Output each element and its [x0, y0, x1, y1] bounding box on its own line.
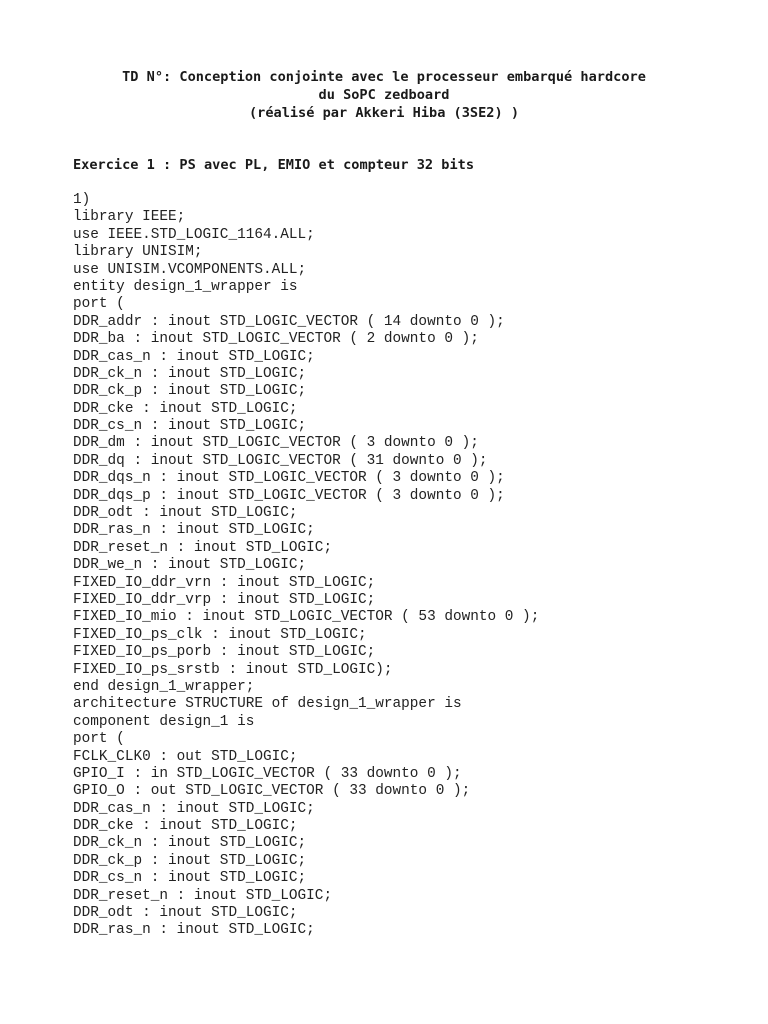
code-line: DDR_ras_n : inout STD_LOGIC;: [73, 922, 315, 939]
code-line: DDR_ck_p : inout STD_LOGIC;: [73, 852, 307, 869]
code-line: DDR_we_n : inout STD_LOGIC;: [73, 557, 307, 574]
code-line: GPIO_O : out STD_LOGIC_VECTOR ( 33 downto 0 );: [73, 783, 471, 800]
code-line: DDR_cs_n : inout STD_LOGIC;: [73, 418, 307, 435]
code-line: DDR_cs_n : inout STD_LOGIC;: [73, 870, 307, 887]
code-line: DDR_cke : inout STD_LOGIC;: [73, 818, 298, 835]
document-title: [60, 68, 708, 122]
code-line: DDR_odt : inout STD_LOGIC;: [73, 505, 298, 522]
code-line: FIXED_IO_ps_clk : inout STD_LOGIC;: [73, 626, 367, 643]
code-line: end design_1_wrapper;: [73, 678, 255, 695]
code-line: architecture STRUCTURE of design_1_wrapper is: [73, 696, 462, 713]
code-line: DDR_odt : inout STD_LOGIC;: [73, 905, 298, 922]
code-line: DDR_dq : inout STD_LOGIC_VECTOR ( 31 downto 0 );: [73, 452, 488, 469]
code-line: DDR_dqs_n : inout STD_LOGIC_VECTOR ( 3 downto 0 );: [73, 470, 505, 487]
code-line: FIXED_IO_mio : inout STD_LOGIC_VECTOR ( 53 downto 0 );: [73, 609, 540, 626]
code-line: DDR_dm : inout STD_LOGIC_VECTOR ( 3 downto 0 );: [73, 435, 479, 452]
code-line: DDR_ck_p : inout STD_LOGIC;: [73, 383, 307, 400]
title-line-3: (réalisé par Akkeri Hiba (3SE2) ): [248, 105, 520, 121]
code-line: DDR_ck_n : inout STD_LOGIC;: [73, 365, 307, 382]
code-line: DDR_addr : inout STD_LOGIC_VECTOR ( 14 downto 0 );: [73, 313, 505, 330]
code-line: port (: [73, 731, 125, 748]
code-line: library IEEE;: [73, 209, 186, 226]
code-line: DDR_cke : inout STD_LOGIC;: [73, 400, 298, 417]
code-line: FIXED_IO_ddr_vrn : inout STD_LOGIC;: [73, 574, 376, 591]
title-line-1: TD N°: Conception conjointe avec le processeur embarqué hardcore: [122, 69, 646, 85]
code-line: DDR_reset_n : inout STD_LOGIC;: [73, 539, 333, 556]
code-line: DDR_dqs_p : inout STD_LOGIC_VECTOR ( 3 downto 0 );: [73, 487, 505, 504]
code-line: DDR_ck_n : inout STD_LOGIC;: [73, 835, 307, 852]
code-line: FIXED_IO_ddr_vrp : inout STD_LOGIC;: [73, 591, 376, 608]
code-line: DDR_ras_n : inout STD_LOGIC;: [73, 522, 315, 539]
code-line: 1): [73, 192, 91, 208]
code-line: FIXED_IO_ps_porb : inout STD_LOGIC;: [73, 644, 376, 661]
code-line: DDR_reset_n : inout STD_LOGIC;: [73, 887, 333, 904]
code-line: FCLK_CLK0 : out STD_LOGIC;: [73, 748, 298, 765]
code-line: use IEEE.STD_LOGIC_1164.ALL;: [73, 226, 315, 243]
code-line: port (: [73, 296, 125, 313]
code-line: DDR_cas_n : inout STD_LOGIC;: [73, 800, 315, 817]
code-line: GPIO_I : in STD_LOGIC_VECTOR ( 33 downto 0 );: [73, 765, 462, 782]
code-line: FIXED_IO_ps_srstb : inout STD_LOGIC);: [73, 661, 393, 678]
title-line-2: du SoPC zedboard: [318, 87, 450, 103]
exercise-heading: Exercice 1 : PS avec PL, EMIO et compteur 32 bits: [73, 157, 475, 173]
vhdl-code-block: [73, 192, 753, 940]
code-line: library UNISIM;: [73, 244, 203, 261]
code-line: DDR_cas_n : inout STD_LOGIC;: [73, 348, 315, 365]
code-line: use UNISIM.VCOMPONENTS.ALL;: [73, 261, 307, 278]
code-line: component design_1 is: [73, 713, 255, 730]
code-line: DDR_ba : inout STD_LOGIC_VECTOR ( 2 downto 0 );: [73, 331, 479, 348]
code-line: entity design_1_wrapper is: [73, 278, 298, 295]
